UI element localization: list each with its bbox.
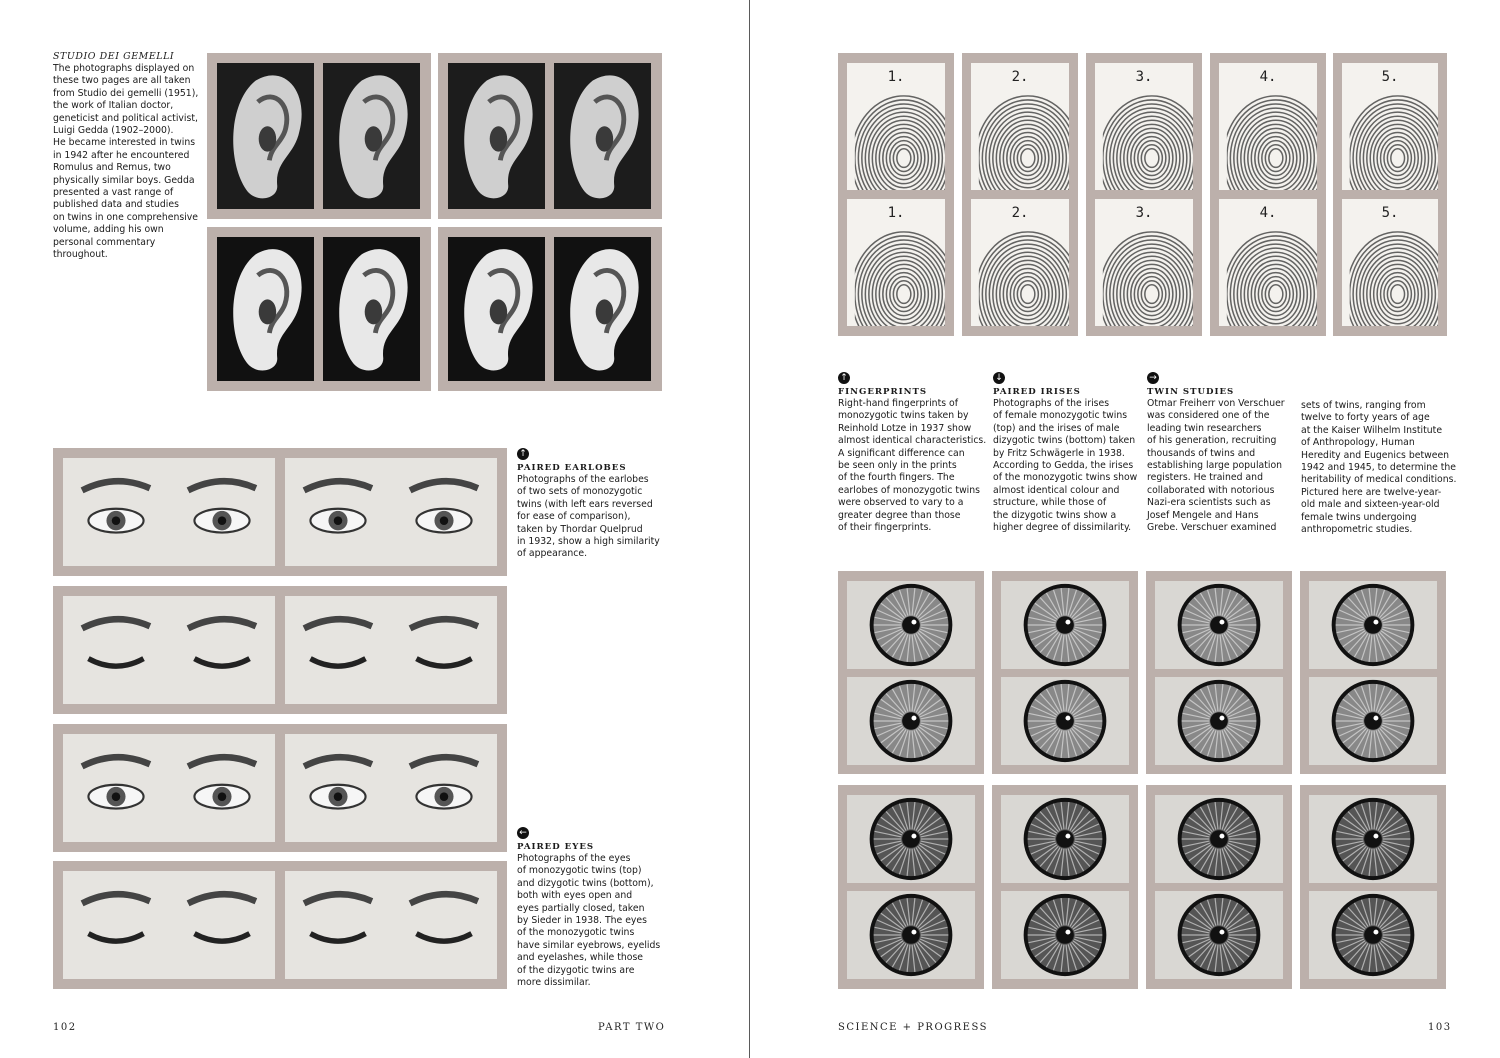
eyes-pair-frame-1	[53, 448, 507, 576]
running-head-left: PART TWO	[598, 1022, 666, 1033]
eyes-pair-frame-3	[53, 724, 507, 852]
ear-pair-frame-1	[207, 53, 431, 219]
twin-studies-line: of Anthropology, Human	[1301, 437, 1415, 449]
earlobes-heading: PAIRED EARLOBES	[517, 463, 627, 473]
twin-studies-line: heritability of medical conditions.	[1301, 474, 1457, 486]
iris-frame	[838, 571, 984, 774]
intro-line: presented a vast range of	[53, 187, 174, 199]
fingerprint-number: 1.	[887, 205, 905, 221]
twin-studies-line: old male and sixteen-year-old	[1301, 499, 1440, 511]
twin-studies-line: Otmar Freiherr von Verschuer	[1147, 398, 1285, 409]
intro-line: The photographs displayed on	[53, 63, 195, 74]
irises-line: higher degree of dissimilarity.	[993, 522, 1132, 534]
twin-studies-line: thousands of twins and	[1147, 447, 1256, 459]
fingerprints-line: Reinhold Lotze in 1937 show	[838, 422, 972, 434]
fingerprint-photo	[847, 63, 945, 190]
iris-frame	[992, 571, 1138, 774]
ear-pair-frame-3	[207, 227, 431, 391]
intro-line: throughout.	[53, 249, 108, 261]
twin-studies-line: twelve to forty years of age	[1301, 412, 1430, 424]
twin-studies-line: Josef Mengele and Hans	[1147, 509, 1259, 521]
iris-photo	[1155, 581, 1283, 669]
eyes-pair-frame-2	[53, 586, 507, 714]
irises-line: almost identical colour and	[993, 484, 1120, 496]
irises-line: dizygotic twins (bottom) taken	[993, 435, 1136, 447]
eyes-photo	[63, 458, 275, 566]
earlobes-line: in 1932, show a high similarity	[517, 536, 660, 548]
ear-photo	[217, 237, 314, 381]
twin-studies-caption-continued	[1301, 400, 1466, 536]
arrow-right-icon: →	[1147, 372, 1159, 384]
earlobes-line: taken by Thordar Quelprud	[517, 523, 643, 535]
iris-photo	[1001, 677, 1129, 765]
running-head-right: SCIENCE + PROGRESS	[838, 1022, 988, 1033]
ear-pair-frame-4	[438, 227, 662, 391]
eyes-line: both with eyes open and	[517, 890, 633, 902]
irises-line: by Fritz Schwägerle in 1938.	[993, 447, 1125, 459]
fingerprint-photo	[1342, 199, 1438, 326]
fingerprint-photo	[1095, 199, 1193, 326]
eyes-photo	[285, 596, 497, 704]
fingerprints-line: greater degree than those	[838, 509, 961, 521]
iris-photo	[847, 581, 975, 669]
eyes-line: of monozygotic twins (top)	[517, 865, 642, 877]
irises-line: structure, while those of	[993, 497, 1107, 509]
ear-photo	[448, 237, 545, 381]
irises-caption	[993, 372, 1143, 534]
iris-frame	[1146, 571, 1292, 774]
earlobes-caption	[517, 448, 667, 561]
ear-photo	[554, 237, 651, 381]
ear-photo	[554, 63, 651, 209]
fingerprint-frame-4	[1210, 53, 1326, 336]
twin-studies-line: Heredity and Eugenics between	[1301, 449, 1450, 461]
iris-frame	[1146, 785, 1292, 989]
eyes-line: eyes partially closed, taken	[517, 902, 645, 914]
intro-line: geneticist and political activist,	[53, 112, 198, 124]
fingerprint-number: 4.	[1259, 69, 1277, 85]
iris-photo	[1309, 581, 1437, 669]
page-number-right: 103	[1428, 1022, 1452, 1033]
eyes-photo	[285, 458, 497, 566]
fingerprint-number: 3.	[1135, 69, 1153, 85]
twin-studies-line: leading twin researchers	[1147, 422, 1262, 434]
eyes-line: of the dizygotic twins are	[517, 964, 635, 976]
fingerprints-heading: FINGERPRINTS	[838, 387, 928, 397]
iris-photo	[1309, 677, 1437, 765]
intro-line: He became interested in twins	[53, 137, 196, 149]
irises-line: Photographs of the irises	[993, 398, 1110, 409]
fingerprint-number: 4.	[1259, 205, 1277, 221]
fingerprints-line: of their fingerprints.	[838, 522, 932, 534]
iris-photo	[847, 677, 975, 765]
eyes-line: and dizygotic twins (bottom),	[517, 877, 654, 889]
iris-photo	[1155, 795, 1283, 883]
iris-photo	[1001, 581, 1129, 669]
fingerprint-photo	[1095, 63, 1193, 190]
twin-studies-line: collaborated with notorious	[1147, 484, 1275, 496]
fingerprint-frame-1	[838, 53, 954, 336]
fingerprints-line: were observed to vary to a	[838, 497, 964, 509]
fingerprints-caption	[838, 372, 988, 534]
fingerprint-number: 2.	[1011, 205, 1029, 221]
earlobes-line: of two sets of monozygotic	[517, 486, 643, 498]
twin-studies-line: Pictured here are twelve-year-	[1301, 486, 1442, 498]
intro-line: Luigi Gedda (1902–2000).	[53, 125, 174, 137]
fingerprint-frame-5	[1333, 53, 1447, 336]
twin-studies-line: Grebe. Verschuer examined	[1147, 522, 1277, 534]
fingerprint-number: 5.	[1381, 205, 1399, 221]
twin-studies-line: establishing large population	[1147, 460, 1283, 472]
iris-photo	[1001, 891, 1129, 979]
iris-frame	[1300, 571, 1446, 774]
twin-studies-line: was considered one of the	[1147, 410, 1270, 422]
fingerprints-line: almost identical characteristics.	[838, 435, 987, 447]
eyes-photo	[63, 871, 275, 979]
arrow-up-icon: ↑	[517, 448, 529, 460]
earlobes-line: twins (with left ears reversed	[517, 498, 653, 510]
eyes-photo	[63, 734, 275, 842]
fingerprint-frame-3	[1086, 53, 1202, 336]
eyes-line: more dissimilar.	[517, 977, 591, 989]
right-page	[750, 0, 1500, 1058]
fingerprint-photo	[1219, 199, 1317, 326]
eyes-line: have similar eyebrows, eyelids	[517, 939, 661, 951]
eyes-photo	[285, 734, 497, 842]
eyes-line: of the monozygotic twins	[517, 927, 635, 939]
intro-line: physically similar boys. Gedda	[53, 174, 195, 186]
fingerprints-line: Right-hand fingerprints of	[838, 398, 958, 409]
eyes-photo	[63, 596, 275, 704]
fingerprints-line: earlobes of monozygotic twins	[838, 484, 981, 496]
fingerprint-number: 2.	[1011, 69, 1029, 85]
fingerprint-photo	[847, 199, 945, 326]
fingerprint-photo	[971, 63, 1069, 190]
twin-studies-line: female twins undergoing	[1301, 511, 1417, 523]
intro-body	[53, 63, 203, 262]
intro-line: these two pages are all taken	[53, 75, 191, 87]
eyes-line: by Sieder in 1938. The eyes	[517, 915, 647, 927]
intro-line: in 1942 after he encountered	[53, 149, 190, 161]
ear-photo	[217, 63, 314, 209]
fingerprints-line: be seen only in the prints	[838, 460, 957, 472]
ear-photo	[448, 63, 545, 209]
irises-line: the dizygotic twins show a	[993, 509, 1117, 521]
iris-photo	[847, 891, 975, 979]
iris-photo	[1309, 891, 1437, 979]
fingerprint-photo	[1219, 63, 1317, 190]
intro-line: on twins in one comprehensive	[53, 211, 198, 223]
twin-studies-line: Nazi-era scientists such as	[1147, 497, 1271, 509]
fingerprint-number: 1.	[887, 69, 905, 85]
irises-line: According to Gedda, the irises	[993, 460, 1134, 472]
fingerprint-photo	[971, 199, 1069, 326]
ear-pair-frame-2	[438, 53, 662, 219]
twin-studies-line: of his generation, recruiting	[1147, 435, 1277, 447]
iris-photo	[1001, 795, 1129, 883]
fingerprint-photo	[1342, 63, 1438, 190]
irises-line: of the monozygotic twins show	[993, 472, 1138, 484]
fingerprints-line: monozygotic twins taken by	[838, 410, 969, 422]
eyes-photo	[285, 871, 497, 979]
earlobes-line: of appearance.	[517, 548, 588, 560]
irises-line: (top) and the irises of male	[993, 422, 1120, 434]
fingerprint-number: 3.	[1135, 205, 1153, 221]
iris-frame	[1300, 785, 1446, 989]
twin-studies-line: at the Kaiser Wilhelm Institute	[1301, 424, 1443, 436]
twin-studies-line: 1942 and 1945, to determine the	[1301, 462, 1457, 474]
page-number-left: 102	[53, 1022, 77, 1033]
irises-heading: PAIRED IRISES	[993, 387, 1081, 397]
intro-line: personal commentary	[53, 236, 156, 248]
eyes-line: and eyelashes, while those	[517, 952, 644, 964]
ear-photo	[323, 63, 420, 209]
fingerprints-line: A significant difference can	[838, 447, 965, 459]
earlobes-line: Photographs of the earlobes	[517, 474, 649, 485]
iris-frame	[992, 785, 1138, 989]
intro-line: volume, adding his own	[53, 224, 164, 236]
arrow-left-icon: ←	[517, 827, 529, 839]
eyes-line: Photographs of the eyes	[517, 853, 631, 864]
twin-studies-line: sets of twins, ranging from	[1301, 400, 1426, 411]
twin-studies-heading: TWIN STUDIES	[1147, 387, 1235, 397]
fingerprints-line: of the fourth fingers. The	[838, 472, 955, 484]
iris-photo	[847, 795, 975, 883]
intro-line: the work of Italian doctor,	[53, 100, 174, 112]
fingerprint-number: 5.	[1381, 69, 1399, 85]
arrow-up-icon: ↑	[838, 372, 850, 384]
intro-line: Romulus and Remus, two	[53, 162, 171, 174]
eyes-heading: PAIRED EYES	[517, 842, 595, 852]
iris-photo	[1155, 891, 1283, 979]
twin-studies-caption	[1147, 372, 1297, 534]
iris-photo	[1309, 795, 1437, 883]
eyes-caption	[517, 827, 667, 989]
earlobes-line: for ease of comparison),	[517, 511, 631, 523]
fingerprint-frame-2	[962, 53, 1078, 336]
iris-photo	[1155, 677, 1283, 765]
intro-caption	[53, 50, 203, 262]
iris-frame	[838, 785, 984, 989]
intro-line: from Studio dei gemelli (1951),	[53, 87, 199, 99]
twin-studies-line: registers. He trained and	[1147, 472, 1263, 484]
ear-photo	[323, 237, 420, 381]
intro-line: published data and studies	[53, 199, 179, 211]
eyes-pair-frame-4	[53, 861, 507, 989]
irises-line: of female monozygotic twins	[993, 410, 1128, 422]
twin-studies-line: anthropometric studies.	[1301, 524, 1413, 536]
intro-title: STUDIO DEI GEMELLI	[53, 51, 175, 62]
arrow-down-icon: ↓	[993, 372, 1005, 384]
